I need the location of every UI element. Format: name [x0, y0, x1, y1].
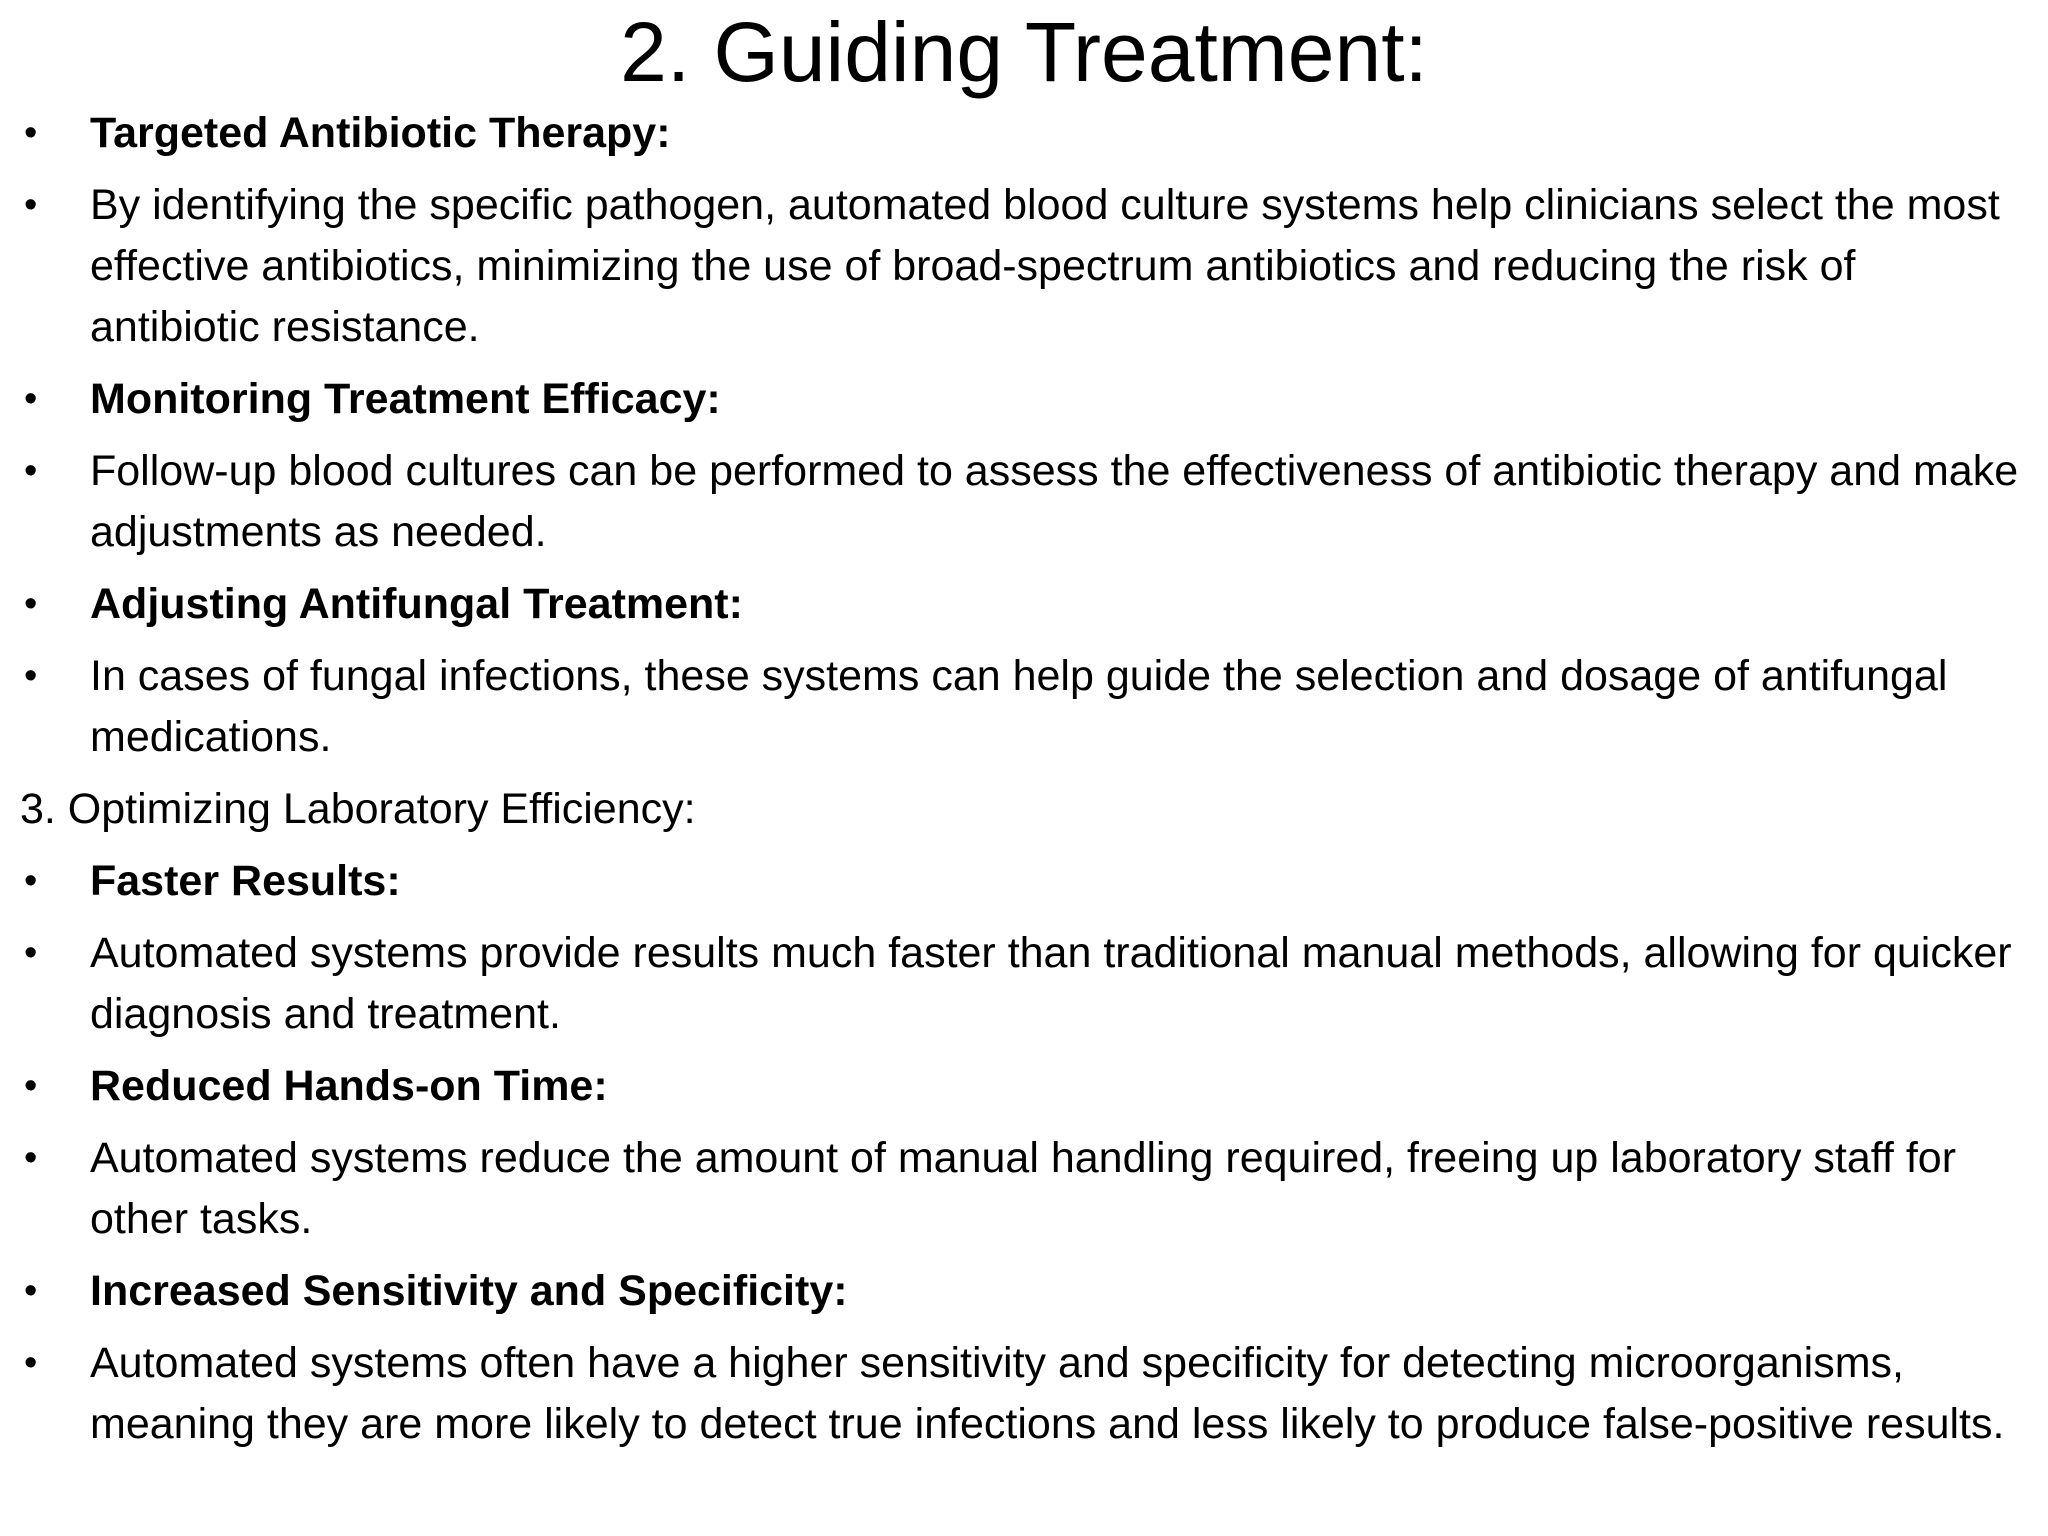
bullet-item [20, 1056, 2025, 1117]
bullet-item [20, 574, 2025, 635]
bullet-item [20, 175, 2025, 358]
bullet-item [20, 1128, 2025, 1250]
bullet-heading-text: Adjusting Antifungal Treatment: [90, 580, 743, 628]
bullet-heading-text: Targeted Antibiotic Therapy: [90, 109, 671, 157]
bullet-dot-icon: • [24, 932, 38, 974]
bullet-item [20, 851, 2025, 912]
bullet-heading-text: Faster Results: [90, 857, 401, 905]
bullet-item [20, 646, 2025, 768]
bullet-item [20, 441, 2025, 563]
bullet-body-text: Follow-up blood cultures can be performed to assess the effectiveness of antibiotic therapy and make adjustments as needed. [90, 447, 2019, 556]
bullet-heading-text: Monitoring Treatment Efficacy: [90, 375, 721, 423]
slide-title: 2. Guiding Treatment: [620, 5, 1428, 99]
section-heading [20, 779, 2025, 840]
bullet-dot-icon: • [24, 450, 38, 492]
bullet-item [20, 369, 2025, 430]
bullet-body-text: Automated systems provide results much faster than traditional manual methods, allowing for quicker diagnosis and treatment. [90, 929, 2012, 1038]
bullet-body-text: Automated systems reduce the amount of manual handling required, freeing up laboratory staff for other tasks. [90, 1134, 1957, 1243]
bullet-item [20, 103, 2025, 164]
bullet-body-text: Automated systems often have a higher sensitivity and specificity for detecting microorganisms, meaning they are more likely to detect true infections and less likely to produce false-positive results. [90, 1339, 2005, 1448]
bullet-body-text: In cases of fungal infections, these systems can help guide the selection and dosage of antifungal medications. [90, 652, 1948, 761]
bullet-dot-icon: • [24, 1137, 38, 1179]
bullet-dot-icon: • [24, 860, 38, 902]
bullet-dot-icon: • [24, 1270, 38, 1312]
bullet-dot-icon: • [24, 1065, 38, 1107]
bullet-heading-text: Reduced Hands-on Time: [90, 1062, 608, 1110]
bullet-item [20, 1333, 2025, 1455]
bullet-item [20, 923, 2025, 1045]
bullet-dot-icon: • [24, 184, 38, 226]
bullet-item [20, 1261, 2025, 1322]
bullet-dot-icon: • [24, 583, 38, 625]
bullet-dot-icon: • [24, 1342, 38, 1384]
section-heading-text: 3. Optimizing Laboratory Efficiency: [20, 785, 696, 833]
bullet-body-text: By identifying the specific pathogen, automated blood culture systems help clinicians select the most effective antibiotics, minimizing the use of broad-spectrum antibiotics and reducing the risk of antibiotic resistance. [90, 181, 2000, 351]
bullet-heading-text: Increased Sensitivity and Specificity: [90, 1267, 848, 1315]
slide-content [20, 103, 2025, 1466]
bullet-dot-icon: • [24, 112, 38, 154]
bullet-dot-icon: • [24, 655, 38, 697]
bullet-dot-icon: • [24, 378, 38, 420]
